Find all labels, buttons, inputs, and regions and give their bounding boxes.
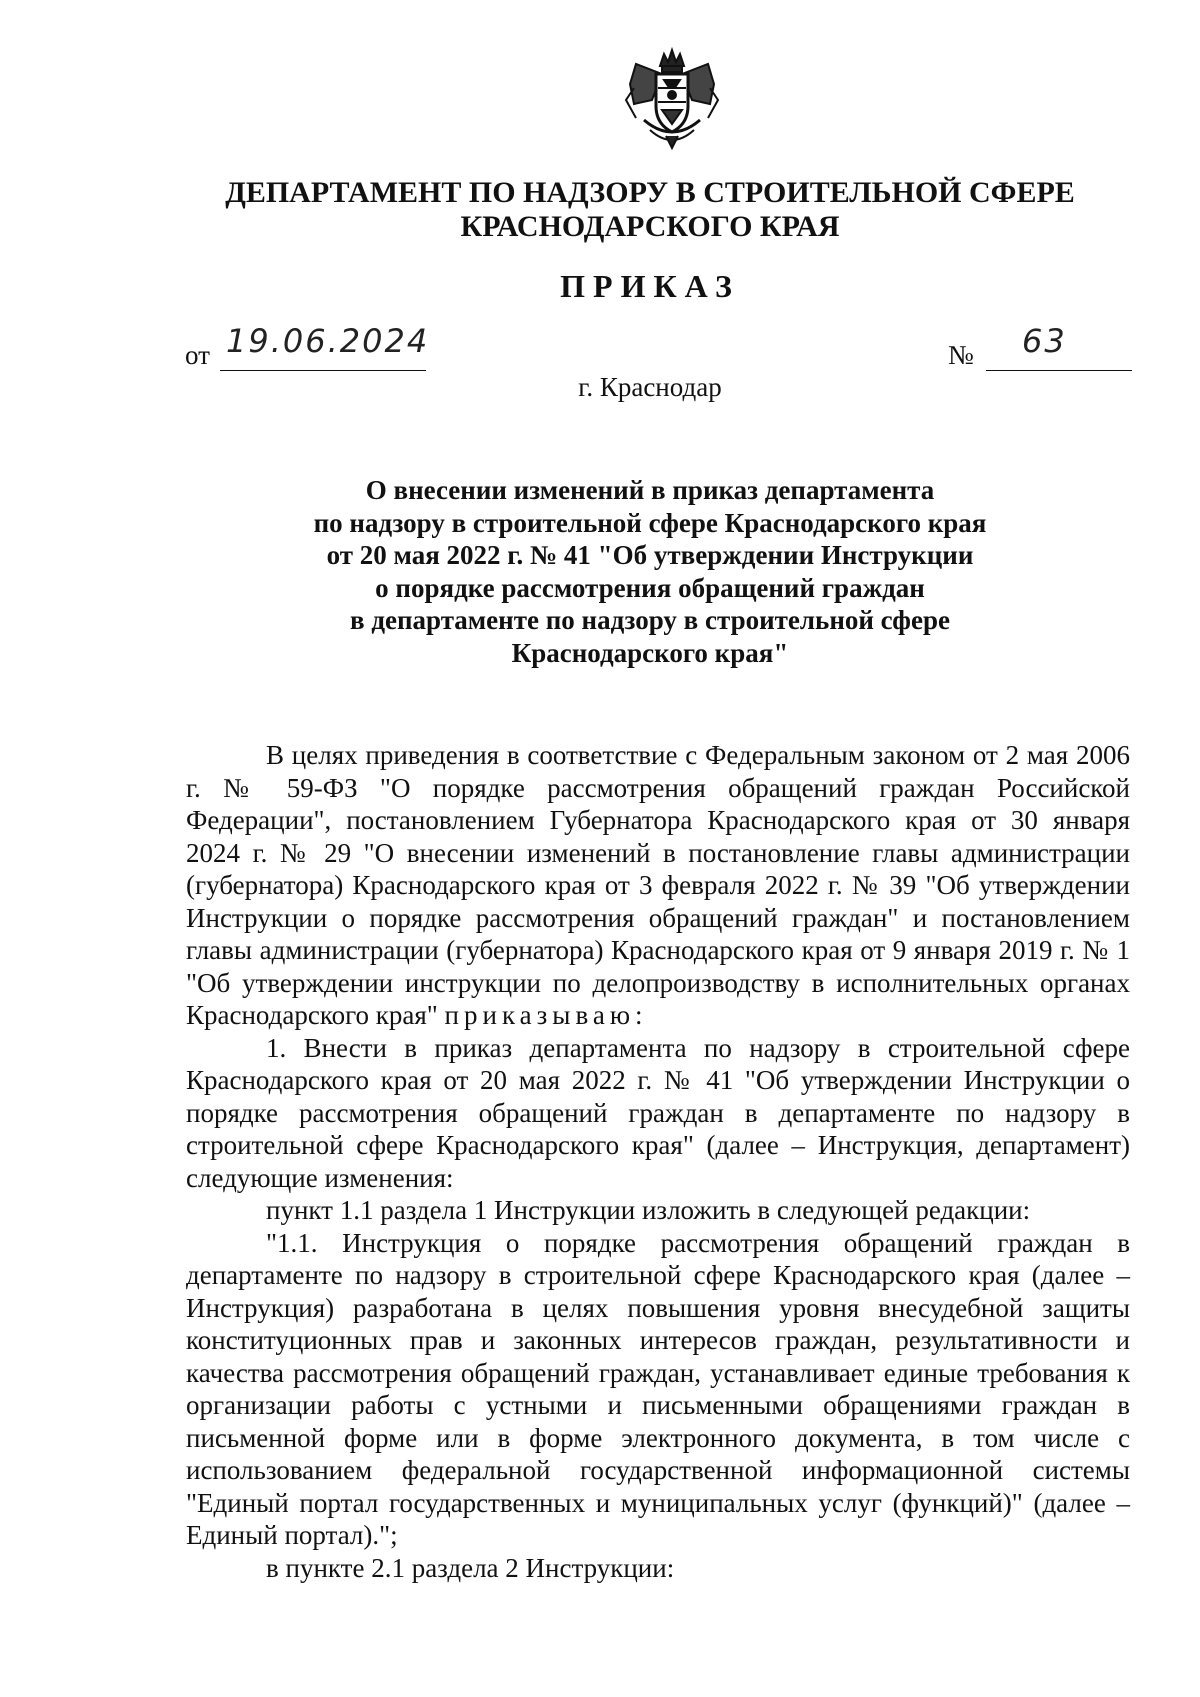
subject-line-6: Краснодарского края" [511,637,789,668]
subject-line-1: О внесении изменений в приказ департамента [365,475,935,505]
krasnodar-coat-of-arms-icon [622,44,722,154]
order-body [186,739,1130,1584]
subject-line-5: в департаменте по надзору в строительной сфере [350,605,950,635]
subject-line-4: о порядке рассмотрения обращений граждан [375,572,925,603]
item-1-paragraph: 1. Внести в приказ департамента по надзору в строительной сфере Краснодарского края от 20 мая 2022 г. № 41 "Об утверждении Инструкции о порядке рассмотрения обращений граждан в департаменте по надзору в строительной сфере Краснодарского края" (далее – Инструкция, департамент) следующие изменения: [186,1032,1130,1193]
department-name [150,176,1150,244]
preamble-paragraph [186,739,1130,1032]
department-line-1: ДЕПАРТАМЕНТ ПО НАДЗОРУ В СТРОИТЕЛЬНОЙ СФЕРЕ [225,176,1075,209]
number-prefix: № [948,340,974,370]
order-title: ПРИКАЗ [560,268,740,304]
order-subject [150,474,1150,669]
department-line-2: КРАСНОДАРСКОГО КРАЯ [460,210,840,243]
subject-line-3: от 20 мая 2022 г. № 41 "Об утверждении Инструкции [326,540,974,570]
handwritten-date: 19.06.2024 [226,322,430,360]
item-1b-paragraph: в пункте 2.1 раздела 2 Инструкции: [266,1552,675,1583]
order-word: приказываю: [444,1000,648,1030]
subject-line-2: по надзору в строительной сфере Краснодарского края [313,507,987,538]
number-field [986,322,1132,371]
date-field [220,322,430,371]
preamble-text: В целях приведения в соответствие с Федеральным законом от 2 мая 2006 г. № 59-ФЗ "О порядке рассмотрения обращений граждан Российской Федерации", постановлением Губернатора Краснодарского края от 30 января 2024 г. № 29 "О внесении изменений в постановление главы администрации (губернатора) Краснодарского края от 3 февраля 2022 г. № 39 "Об утверждении Инструкции о порядке рассмотрения обращений граждан" и постановлением главы администрации (губернатора) Краснодарского края от 9 января 2019 г. № 1 "Об утверждении инструкции по делопроизводству в исполнительных органах Краснодарского края" [186,740,1130,1030]
order-number [948,322,1067,371]
item-1a-paragraph: пункт 1.1 раздела 1 Инструкции изложить в следующей редакции: [266,1195,1031,1225]
date-prefix: от [185,340,210,370]
order-date [185,322,430,371]
handwritten-number: 63 [1022,322,1067,360]
item-1-quote-paragraph: "1.1. Инструкция о порядке рассмотрения обращений граждан в департаменте по надзору в строительной сфере Краснодарского края (далее – Инструкция) разработана в целях повышения уровня внесудебной защиты конституционных прав и законных интересов граждан, результативности и качества рассмотрения обращений граждан, устанавливает единые требования к организации работы с устными и письменными обращениями граждан в письменной форме или в форме электронного документа, в том числе с использованием федеральной государственной информационной системы "Единый портал государственных и муниципальных услуг (функций)" (далее – Единый портал)."; [186,1227,1130,1550]
city: г. Краснодар [578,372,722,402]
